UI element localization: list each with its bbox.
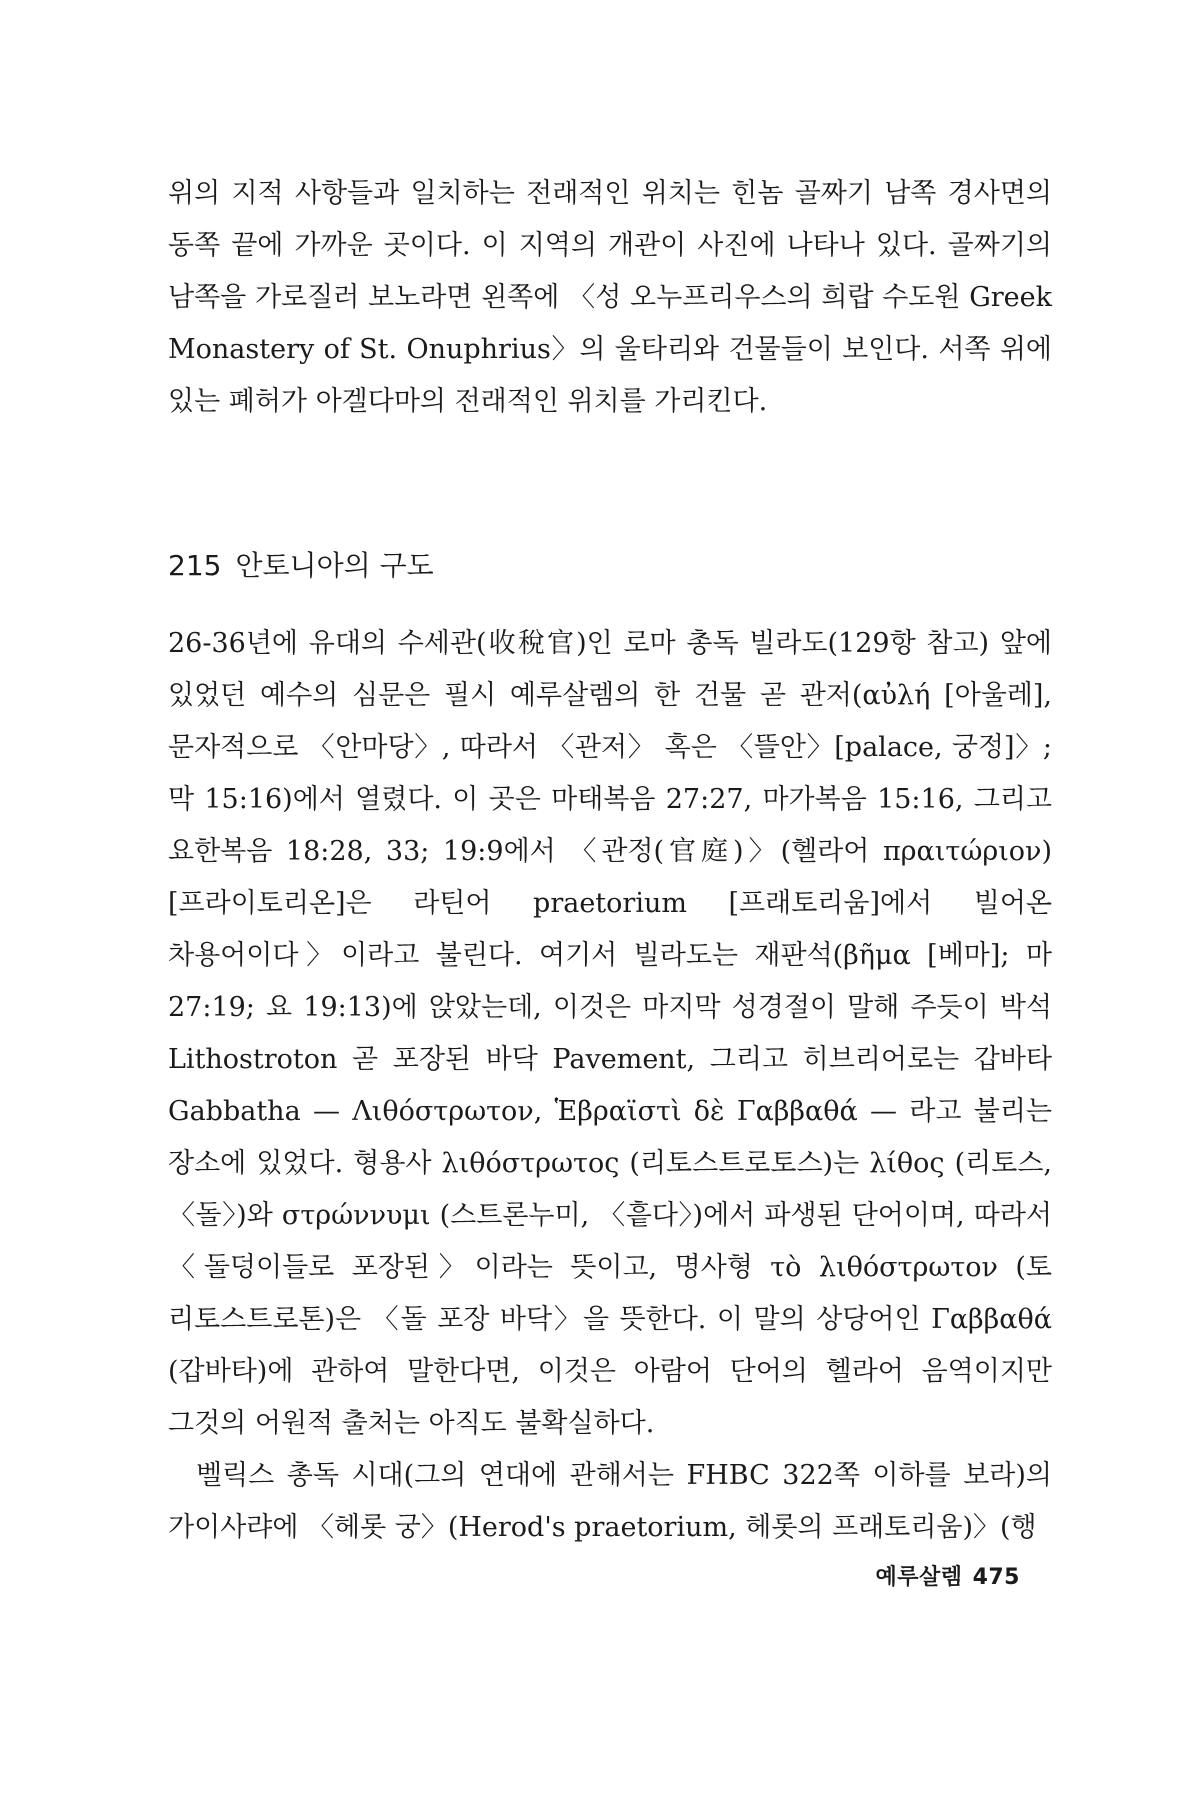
- intro-text: [168, 168, 1052, 428]
- body-paragraph-2: 벨릭스 총독 시대(그의 연대에 관해서는 FHBC 322쪽 이하를 보라)의 가이사랴에 〈헤롯 궁〉(Herod's praetorium, 헤롯의 프래토리움)〉(행: [168, 1460, 1052, 1543]
- section-body: [168, 618, 1052, 1554]
- running-title: 예루살렘: [875, 1565, 963, 1590]
- body-paragraph-1: 26-36년에 유대의 수세관(收稅官)인 로마 총독 빌라도(129항 참고) 앞에 있었던 예수의 심문은 필시 예루살렘의 한 건물 곧 관저(αὐλή [아울레], 문자적으로 〈안마당〉, 따라서 〈관저〉 혹은 〈뜰안〉[palace, 궁정]〉; 막 15:16)에서 열렸다. 이 곳은 마태복음 27:27, 마가복음 15:16, 그리고 요한복음 18:28, 33; 19:9에서 〈관정(官庭)〉(헬라어 πραιτώριον) [프라이토리온]은 라틴어 praetorium [프래토리움]에서 빌어온 차용어이다〉이라고 불린다. 여기서 빌라도는 재판석(βῆμα [베마]; 마 27:19; 요 19:13)에 앉았는데, 이것은 마지막 성경절이 말해 주듯이 박석 Lithostroton 곧 포장된 바닥 Pavement, 그리고 히브리어로는 갑바타 Gabbatha — Λιθόστρωτον, Ἑβραϊστὶ δὲ Γαββαθά — 라고 불리는 장소에 있었다. 형용사 λιθόστρωτος (리토스트로토스)는 λίθος (리토스, 〈돌〉)와 στρώννυμι (스트론누미, 〈흩다〉)에서 파생된 단어이며, 따라서 〈돌덩이들로 포장된〉이라는 뜻이고, 명사형 τὸ λιθόστρωτον (토 리토스트로톤)은 〈돌 포장 바닥〉을 뜻한다. 이 말의 상당어인 Γαββαθά (갑바타)에 관하여 말한다면, 이것은 아람어 단어의 헬라어 음역이지만 그것의 어원적 출처는 아직도 불확실하다.: [168, 628, 1052, 1439]
- section-heading: [168, 546, 434, 586]
- section-number: 215: [168, 549, 222, 582]
- page-footer: [876, 1560, 1020, 1591]
- intro-paragraph: 위의 지적 사항들과 일치하는 전래적인 위치는 힌놈 골짜기 남쪽 경사면의 동쪽 끝에 가까운 곳이다. 이 지역의 개관이 사진에 나타나 있다. 골짜기의 남쪽을 가로질러 보노라면 왼쪽에 〈성 오누프리우스의 희랍 수도원 Greek Monastery of St. Onuphrius〉의 울타리와 건물들이 보인다. 서쪽 위에 있는 폐허가 아겔다마의 전래적인 위치를 가리킨다.: [168, 178, 1052, 417]
- page-number: 475: [972, 1565, 1020, 1590]
- section-title: 안토니아의 구도: [235, 549, 434, 582]
